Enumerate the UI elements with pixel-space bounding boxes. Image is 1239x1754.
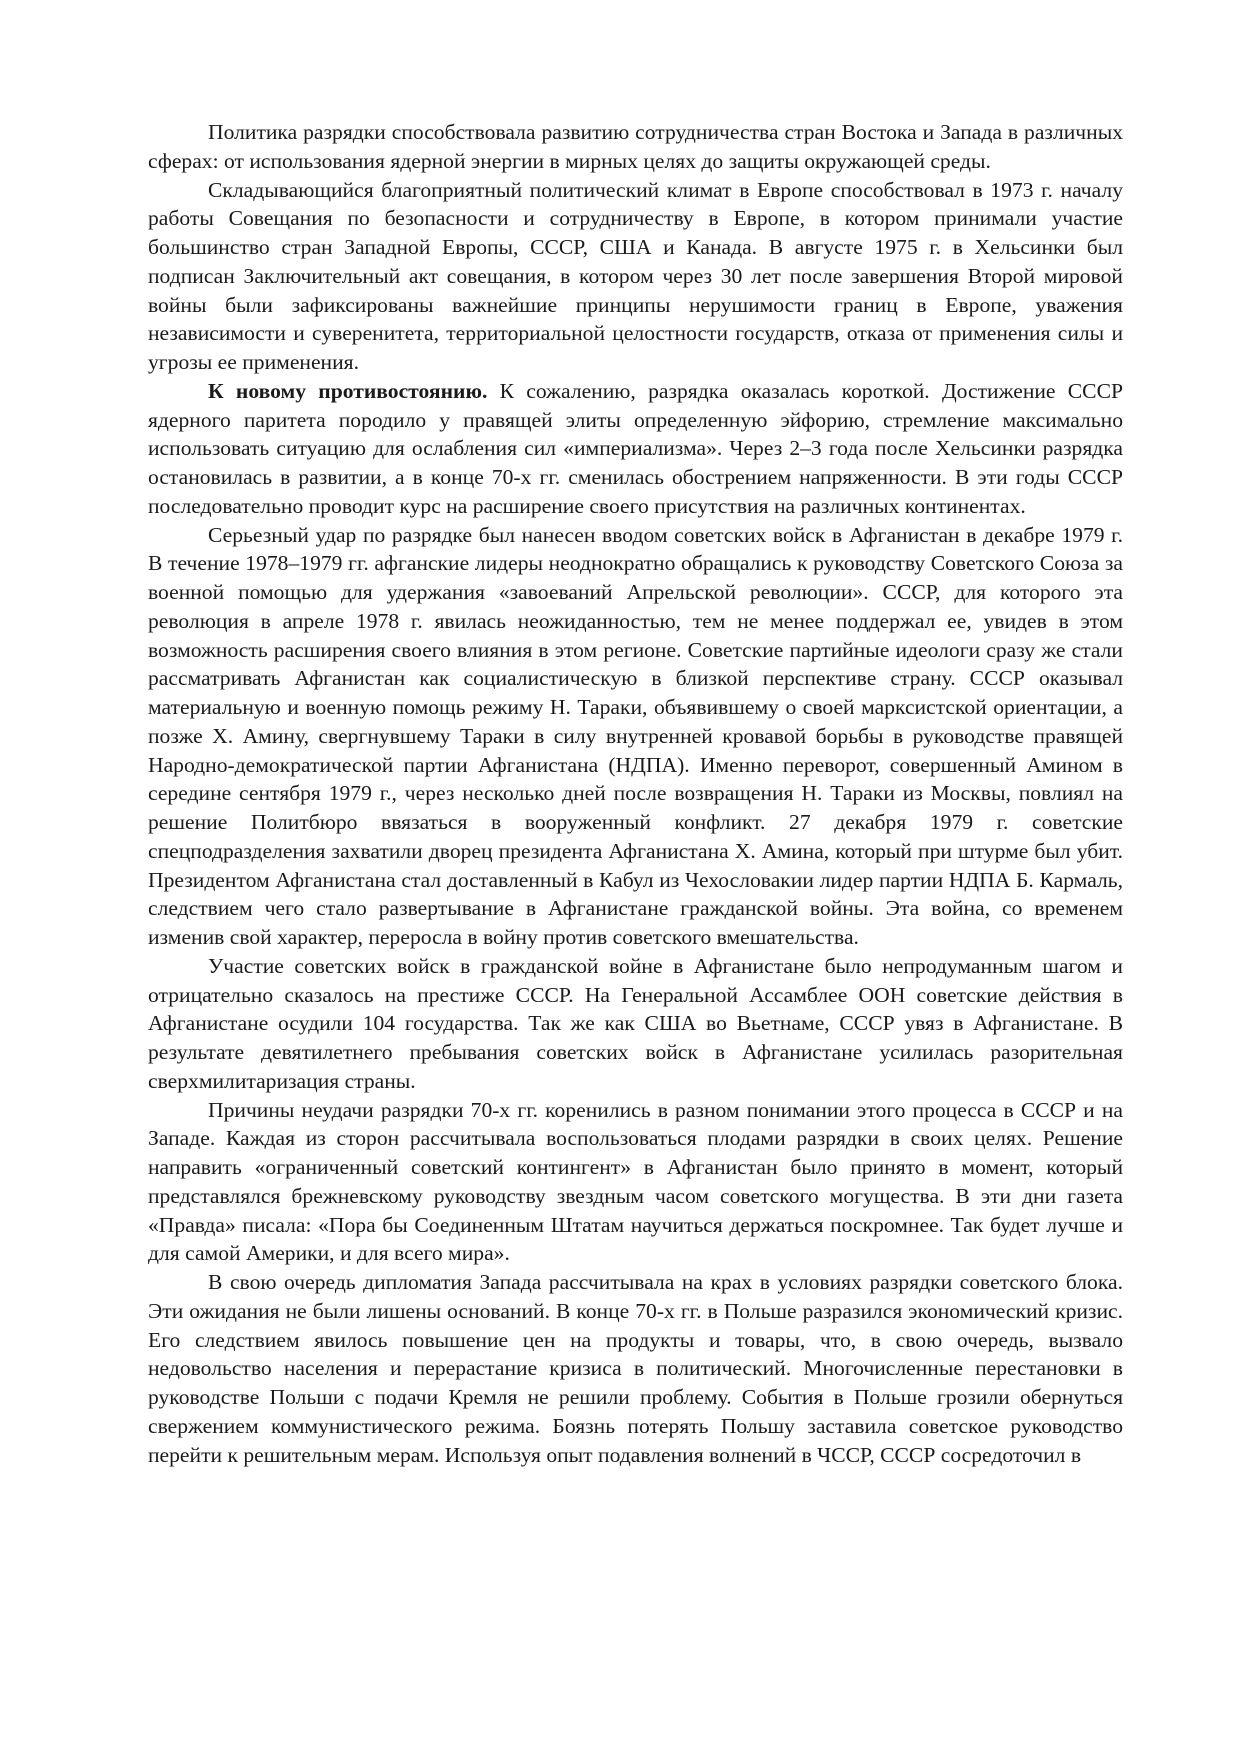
- paragraph-5: [148, 952, 1123, 1096]
- document-page: [148, 118, 1123, 1469]
- paragraph-2: [148, 176, 1123, 377]
- paragraph-text: В свою очередь дипломатия Запада рассчитывала на крах в условиях разрядки советского блока. Эти ожидания не были лишены оснований. В конце 70-х гг. в Польше разразился экономический кризис. Его следствием явилось повышение цен на продукты и товары, что, в свою очередь, вызвало недовольство населения и перерастание кризиса в политический. Многочисленные перестановки в руководстве Польши с подачи Кремля не решили проблему. События в Польше грозили обернуться свержением коммунистического режима. Боязнь потерять Польшу заставила советское руководство перейти к решительным мерам. Используя опыт подавления волнений в ЧССР, СССР сосредоточил в: [148, 1270, 1123, 1467]
- paragraph-text: Политика разрядки способствовала развитию сотрудничества стран Востока и Запада в различных сферах: от использования ядерной энергии в мирных целях до защиты окружающей среды.: [148, 120, 1123, 173]
- paragraph-3: [148, 377, 1123, 521]
- paragraph-text: Складывающийся благоприятный политический климат в Европе способствовал в 1973 г. началу работы Совещания по безопасности и сотрудничеству в Европе, в котором принимали участие большинство стран Западной Европы, СССР, США и Канада. В августе 1975 г. в Хельсинки был подписан Заключительный акт совещания, в котором через 30 лет после завершения Второй мировой войны были зафиксированы важнейшие принципы нерушимости границ в Европе, уважения независимости и суверенитета, территориальной целостности государств, отказа от применения силы и угрозы ее применения.: [148, 177, 1123, 374]
- paragraph-text: Причины неудачи разрядки 70-х гг. коренились в разном понимании этого процесса в СССР и на Западе. Каждая из сторон рассчитывала воспользоваться плодами разрядки в своих целях. Решение направить «ограниченный советский контингент» в Афганистан было принято в момент, который представлялся брежневскому руководству звездным часом советского могущества. В эти дни газета «Правда» писала: «Пора бы Соединенным Штатам научиться держаться поскромнее. Так будет лучше и для самой Америки, и для всего мира».: [148, 1097, 1123, 1266]
- paragraph-6: [148, 1096, 1123, 1269]
- paragraph-4: [148, 521, 1123, 952]
- paragraph-7: [148, 1268, 1123, 1469]
- paragraph-text: Серьезный удар по разрядке был нанесен вводом советских войск в Афганистан в декабре 1979 г. В течение 1978–1979 гг. афганские лидеры неоднократно обращались к руководству Советского Союза за военной помощью для удержания «завоеваний Апрельской революции». СССР, для которого эта революция в апреле 1978 г. явилась неожиданностью, тем не менее поддержал ее, увидев в этом возможность расширения своего влияния в этом регионе. Советские партийные идеологи сразу же стали рассматривать Афганистан как социалистическую в близкой перспективе страну. СССР оказывал материальную и военную помощь режиму Н. Тараки, объявившему о своей марксистской ориентации, а позже Х. Амину, свергнувшему Тараки в силу внутренней кровавой борьбы в руководстве правящей Народно-демократической партии Афганистана (НДПА). Именно переворот, совершенный Амином в середине сентября 1979 г., через несколько дней после возвращения Н. Тараки из Москвы, повлиял на решение Политбюро ввязаться в вооруженный конфликт. 27 декабря 1979 г. советские спецподразделения захватили дворец президента Афганистана Х. Амина, который при штурме был убит. Президентом Афганистана стал доставленный в Кабул из Чехословакии лидер партии НДПА Б. Кармаль, следствием чего стало развертывание в Афганистане гражданской войны. Эта война, со временем изменив свой характер, переросла в войну против советского вмешательства.: [148, 522, 1123, 949]
- section-heading: К новому противостоянию.: [208, 378, 488, 403]
- paragraph-1: [148, 118, 1123, 176]
- paragraph-text: Участие советских войск в гражданской войне в Афганистане было непродуманным шагом и отрицательно сказалось на престиже СССР. На Генеральной Ассамблее ООН советские действия в Афганистане осудили 104 государства. Так же как США во Вьетнаме, СССР увяз в Афганистане. В результате девятилетнего пребывания советских войск в Афганистане усилилась разорительная сверхмилитаризация страны.: [148, 953, 1123, 1093]
- paragraph-text: К сожалению, разрядка оказалась короткой. Достижение СССР ядерного паритета породило у правящей элиты определенную эйфорию, стремление максимально использовать ситуацию для ослабления сил «империализма». Через 2–3 года после Хельсинки разрядка остановилась в развитии, а в конце 70-х гг. сменилась обострением напряженности. В эти годы СССР последовательно проводит курс на расширение своего присутствия на различных континентах.: [148, 378, 1123, 518]
